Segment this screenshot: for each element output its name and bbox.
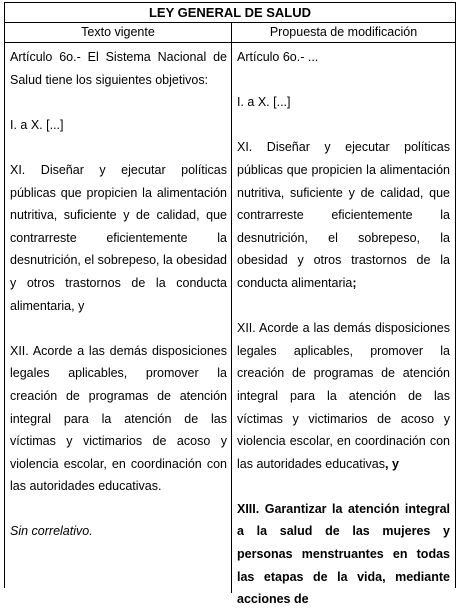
law-comparison-table (4, 2, 456, 607)
proposed-fraction-xii-text: XII. Acorde a las demás disposiciones legales aplicables, promover la creación de programas de atención integral para la atención de las víctimas y victimarios de acoso y violencia escolar, en coordinación con las autoridades educativas (237, 321, 450, 471)
proposed-fraction-xi-change: ; (352, 275, 357, 290)
proposed-fractions-range: I. a X. [...] (237, 95, 291, 110)
proposed-text-column (232, 43, 455, 607)
proposed-article-intro: Artículo 6o.- ... (237, 50, 319, 64)
current-article-intro: Artículo 6o.- El Sistema Nacional de Salud tiene los siguientes objetivos: (10, 50, 227, 87)
header-current-text: Texto vigente (5, 23, 232, 42)
proposed-fraction-xii-change: , y (385, 456, 399, 471)
comparison-row (5, 43, 455, 607)
table-title: LEY GENERAL DE SALUD (5, 3, 455, 23)
current-fractions-range: I. a X. [...] (10, 117, 64, 132)
proposed-fraction-xi (237, 136, 450, 294)
current-no-correlative: Sin correlativo. (10, 524, 93, 539)
column-headers (5, 23, 455, 43)
proposed-fraction-xi-text: XI. Diseñar y ejecutar políticas públicas que propicien la alimentación nutritiva, suficiente y de calidad, que contrarreste eficientemente la desnutrición, el sobrepeso, la obesidad y otros trastornos de la conducta alimentaria (237, 140, 450, 290)
proposed-fraction-xiii: XIII. Garantizar la atención integral a la salud de las mujeres y personas menstruantes en todas las etapas de la vida, mediante acciones de (237, 501, 450, 607)
current-fraction-xii: XII. Acorde a las demás disposiciones legales aplicables, promover la creación de programas de atención integral para la atención de las víctimas y victimarios de acoso y violencia escolar, en coordinación con las autoridades educativas. (10, 343, 227, 494)
current-fraction-xi: XI. Diseñar y ejecutar políticas públicas que propicien la alimentación nutritiva, suficiente y de calidad, que contrarreste eficientemente la desnutrición, el sobrepeso, la obesidad y otros trastornos de la conducta alimentaria, y (10, 162, 227, 313)
header-proposed-text: Propuesta de modificación (269, 25, 418, 39)
current-text-column (5, 43, 232, 593)
proposed-fraction-xii (237, 317, 450, 475)
